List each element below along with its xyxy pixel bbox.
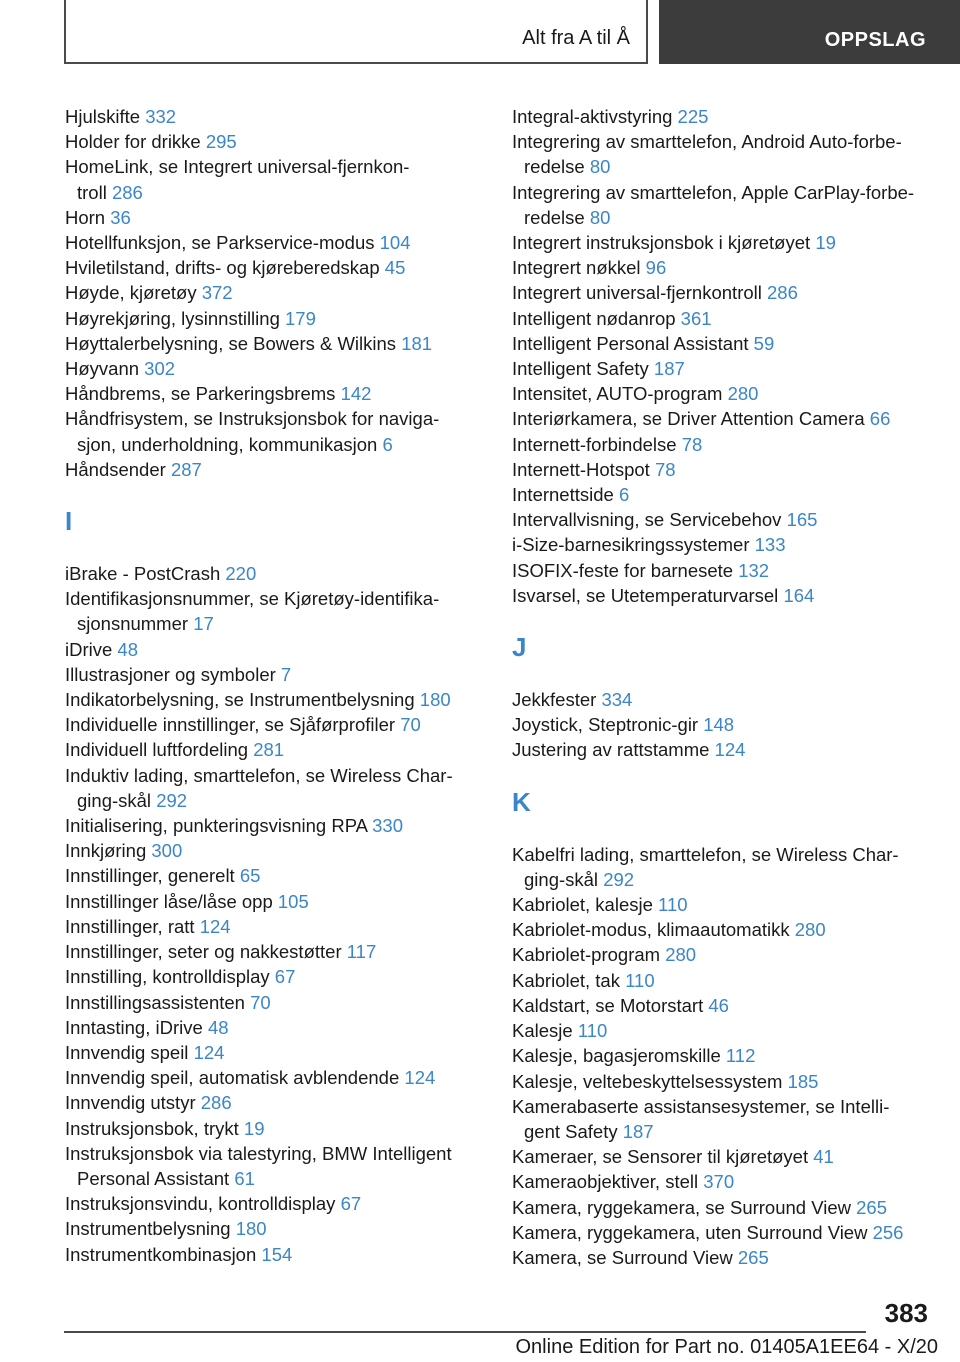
index-term: Intelligent Personal Assistant [512, 332, 754, 354]
index-entry [65, 1141, 475, 1191]
page-reference-link[interactable]: 372 [201, 282, 233, 304]
index-entry [65, 306, 475, 331]
page-reference-link[interactable]: 67 [274, 966, 296, 988]
index-term: Høyrekjøring, lysinnstilling [65, 307, 285, 329]
index-term: Kamerabaserte assistansesystemer, se Intelli- [512, 1095, 890, 1117]
index-entry [512, 1220, 942, 1245]
page-reference-link[interactable]: 48 [117, 638, 138, 660]
page-reference-link[interactable]: 110 [658, 894, 688, 916]
page-reference-link[interactable]: 265 [856, 1196, 888, 1218]
index-entry [512, 1169, 942, 1194]
index-entry [65, 990, 475, 1015]
index-entry [65, 561, 475, 586]
index-term-continuation: Personal Assistant [77, 1167, 235, 1189]
index-entry [65, 813, 475, 838]
index-term: Identifikasjonsnummer, se Kjøretøy-identifika- [65, 588, 440, 610]
index-entry [512, 129, 942, 179]
index-entry [65, 1216, 475, 1241]
page-reference-link[interactable]: 181 [401, 332, 433, 354]
page-reference-link[interactable]: 286 [200, 1092, 232, 1114]
index-entry [512, 993, 942, 1018]
index-entry [65, 1242, 475, 1267]
index-entry [65, 914, 475, 939]
index-term: Instruksjonsvindu, kontrolldisplay [65, 1193, 341, 1215]
index-term: Joystick, Steptronic-gir [512, 714, 704, 736]
page-reference-link[interactable]: 164 [783, 584, 815, 606]
index-entry [65, 129, 475, 154]
index-term: Kamera, ryggekamera, se Surround View [512, 1196, 857, 1218]
index-entry [65, 1065, 475, 1090]
index-term: Intensitet, AUTO-program [512, 383, 728, 405]
index-entry [512, 558, 942, 583]
page-reference-link[interactable]: 302 [144, 358, 176, 380]
page-reference-link[interactable]: 220 [225, 563, 257, 585]
page-reference-link[interactable]: 96 [645, 257, 667, 279]
index-entry [65, 1040, 475, 1065]
page-reference-link[interactable]: 41 [813, 1146, 834, 1168]
page-reference-link[interactable]: 132 [738, 559, 770, 581]
index-term: Induktiv lading, smarttelefon, se Wireless Char- [65, 764, 453, 786]
page-reference-link[interactable]: 148 [703, 714, 735, 736]
index-column-left [65, 104, 475, 1267]
index-entry [65, 1090, 475, 1115]
page-reference-link[interactable]: 370 [703, 1171, 735, 1193]
index-entry [512, 968, 942, 993]
index-entry [65, 637, 475, 662]
page-reference-link[interactable]: 104 [379, 232, 411, 254]
page-reference-link[interactable]: 7 [280, 663, 292, 685]
index-term: Horn [65, 206, 111, 228]
index-term: Illustrasjoner og symboler [65, 663, 281, 685]
index-term: Internett-Hotspot [512, 458, 655, 480]
index-term: i-Size-barnesikringssystemer [512, 534, 755, 556]
page-reference-link[interactable]: 179 [285, 307, 316, 329]
page-reference-link[interactable]: 6 [382, 433, 393, 455]
page-reference-link[interactable]: 124 [404, 1067, 436, 1089]
index-entry [65, 1015, 475, 1040]
index-term: Kalesje, veltebeskyttelsessystem [512, 1070, 788, 1092]
index-entry [512, 331, 942, 356]
page-reference-link[interactable]: 19 [815, 232, 836, 254]
index-entry [512, 280, 942, 305]
index-term: Høyvann [65, 358, 145, 380]
index-entry [512, 432, 942, 457]
page-reference-link[interactable]: 117 [346, 941, 377, 963]
index-entry [65, 255, 475, 280]
index-entry [512, 406, 942, 431]
index-entry [512, 532, 942, 557]
index-entry [65, 889, 475, 914]
index-term: Kameraer, se Sensorer til kjøretøyet [512, 1146, 814, 1168]
index-term-continuation: ging-skål [524, 868, 604, 890]
index-term: Kalesje, bagasjeromskille [512, 1045, 726, 1067]
index-term: Kabriolet-modus, klimaautomatikk [512, 919, 795, 941]
index-entry [512, 737, 942, 762]
index-term: iBrake - PostCrash [65, 563, 226, 585]
index-entry [65, 838, 475, 863]
index-term: Innstillingsassistenten [65, 991, 251, 1013]
index-term-continuation: redelse [524, 206, 590, 228]
index-entry [512, 1069, 942, 1094]
page-reference-link[interactable]: 78 [654, 458, 676, 480]
index-entry [65, 356, 475, 381]
index-term: Internettside [512, 484, 619, 506]
index-entry [65, 586, 475, 636]
index-entry [512, 842, 942, 892]
page-reference-link[interactable]: 46 [708, 994, 729, 1016]
index-term: Hjulskifte [65, 106, 146, 127]
index-term-continuation: sjonsnummer [77, 613, 194, 635]
index-term: Høyttalerbelysning, se Bowers & Wilkins [65, 332, 402, 354]
page-reference-link[interactable]: 187 [622, 1120, 654, 1142]
page-reference-link[interactable]: 165 [786, 509, 818, 531]
page-reference-link[interactable]: 6 [618, 484, 630, 506]
index-entry [512, 482, 942, 507]
index-entry [512, 1043, 942, 1068]
index-term-continuation: sjon, underholdning, kommunikasjon [77, 433, 383, 455]
index-entry [65, 381, 475, 406]
page-reference-link[interactable]: 17 [193, 613, 214, 635]
page-reference-link[interactable]: 185 [787, 1070, 819, 1092]
page-reference-link[interactable]: 105 [277, 890, 309, 912]
index-term: Innstillinger, generelt [65, 865, 240, 887]
index-term: Innvendig speil, automatisk avblendende [65, 1067, 405, 1089]
page-reference-link[interactable]: 287 [170, 458, 202, 480]
index-entry [65, 737, 475, 762]
index-term: Kabriolet, tak [512, 969, 626, 991]
index-letter-heading: K [512, 786, 531, 817]
index-entry [512, 1018, 942, 1043]
index-entry [65, 964, 475, 989]
index-column-right [512, 104, 942, 1270]
index-entry [512, 180, 942, 230]
index-entry [512, 1094, 942, 1144]
index-entry [512, 687, 942, 712]
page-reference-link[interactable]: 292 [156, 789, 188, 811]
index-term: Individuell luftfordeling [65, 739, 254, 761]
index-term: iDrive [65, 638, 118, 660]
page-reference-link[interactable]: 19 [243, 1117, 265, 1139]
page-reference-link[interactable]: 70 [250, 991, 271, 1013]
index-term: Intelligent nødanrop [512, 307, 681, 329]
page-reference-link[interactable]: 67 [340, 1193, 362, 1215]
index-letter-heading: I [65, 506, 73, 537]
index-term: Innvendig utstyr [65, 1092, 201, 1114]
index-term: Kaldstart, se Motorstart [512, 994, 709, 1016]
page-reference-link[interactable]: 70 [400, 714, 421, 736]
index-entry [65, 406, 475, 456]
page-reference-link[interactable]: 286 [767, 282, 798, 304]
index-entry [512, 1144, 942, 1169]
page-reference-link[interactable]: 265 [737, 1246, 769, 1268]
index-entry [512, 507, 942, 532]
index-entry [512, 356, 942, 381]
index-entry [65, 280, 475, 305]
index-term: Integrering av smarttelefon, Apple CarPlay-forbe- [512, 181, 915, 203]
index-term: Interiørkamera, se Driver Attention Camera [512, 408, 870, 430]
index-entry [65, 863, 475, 888]
index-entry [512, 306, 942, 331]
index-term: Kameraobjektiver, stell [512, 1171, 704, 1193]
page-reference-link[interactable]: 256 [872, 1221, 904, 1243]
section-tab [64, 0, 648, 64]
index-term: Innvendig speil [65, 1041, 194, 1063]
index-term: Håndfrisystem, se Instruksjonsbok for naviga- [65, 408, 440, 430]
index-entry [512, 583, 942, 608]
page-reference-link[interactable]: 36 [110, 206, 131, 228]
page-reference-link[interactable]: 187 [653, 358, 685, 380]
index-term: Kamera, se Surround View [512, 1246, 738, 1268]
index-term: Initialisering, punkteringsvisning RPA [65, 815, 373, 837]
index-term: Håndbrems, se Parkeringsbrems [65, 383, 341, 405]
index-letter-heading: J [512, 632, 527, 663]
index-entry [512, 104, 942, 129]
index-term: Instruksjonsbok, trykt [65, 1117, 244, 1139]
index-term: Kabelfri lading, smarttelefon, se Wireless Char- [512, 843, 899, 865]
page-reference-link[interactable]: 110 [625, 969, 655, 991]
index-term: Jekkfester [512, 689, 602, 711]
index-entry [512, 1195, 942, 1220]
index-entry [65, 205, 475, 230]
index-entry [65, 331, 475, 356]
page-reference-link[interactable]: 300 [151, 840, 183, 862]
index-entry [512, 255, 942, 280]
page-reference-link[interactable]: 45 [384, 257, 406, 279]
index-term: Hviletilstand, drifts- og kjøreberedskap [65, 257, 385, 279]
index-entry [512, 917, 942, 942]
index-term: Individuelle innstillinger, se Sjåførprofiler [65, 714, 401, 736]
index-term: Håndsender [65, 458, 171, 480]
index-term: Hotellfunksjon, se Parkservice-modus [65, 232, 380, 254]
index-entry [65, 1116, 475, 1141]
index-entry [512, 1245, 942, 1270]
page-reference-link[interactable]: 133 [754, 534, 786, 556]
index-term: Kalesje [512, 1020, 578, 1042]
chapter-title: OPPSLAG [824, 29, 926, 51]
page-reference-link[interactable]: 280 [727, 383, 759, 405]
page-reference-link[interactable]: 332 [145, 106, 177, 127]
page-reference-link[interactable]: 180 [419, 689, 451, 711]
index-term-continuation: redelse [524, 156, 590, 178]
page-reference-link[interactable]: 48 [207, 1016, 229, 1038]
index-term: ISOFIX-feste for barnesete [512, 559, 739, 581]
page-reference-link[interactable]: 59 [753, 332, 775, 354]
index-term: Innstillinger låse/låse opp [65, 890, 278, 912]
index-term: Integrert universal-fjernkontroll [512, 282, 767, 304]
page-reference-link[interactable]: 286 [111, 181, 143, 203]
page-reference-link[interactable]: 80 [589, 156, 611, 178]
index-term: Justering av rattstamme [512, 739, 715, 761]
page-reference-link[interactable]: 334 [601, 689, 633, 711]
index-term: Instrumentkombinasjon [65, 1243, 262, 1265]
index-term: Integrert instruksjonsbok i kjøretøyet [512, 232, 816, 254]
footer-divider [64, 1331, 866, 1333]
page-reference-link[interactable]: 61 [234, 1167, 255, 1189]
section-title: Alt fra A til Å [522, 27, 630, 49]
page-reference-link[interactable]: 180 [235, 1218, 267, 1240]
page-reference-link[interactable]: 225 [677, 106, 709, 127]
page-reference-link[interactable]: 361 [680, 307, 712, 329]
index-term: Instrumentbelysning [65, 1218, 236, 1240]
index-term: Innstillinger, seter og nakkestøtter [65, 941, 347, 963]
page-reference-link[interactable]: 280 [665, 944, 697, 966]
index-term: Kamera, ryggekamera, uten Surround View [512, 1221, 873, 1243]
page-reference-link[interactable]: 124 [199, 915, 231, 937]
index-term: Internett-forbindelse [512, 433, 682, 455]
index-term: Indikatorbelysning, se Instrumentbelysning [65, 689, 420, 711]
index-entry [512, 381, 942, 406]
index-entry [512, 457, 942, 482]
index-entry [512, 230, 942, 255]
index-term: Intervallvisning, se Servicebehov [512, 509, 787, 531]
page-number: 383 [884, 1298, 928, 1328]
index-entry [65, 763, 475, 813]
index-entry [65, 457, 475, 482]
index-entry [512, 892, 942, 917]
index-term: Inntasting, iDrive [65, 1016, 208, 1038]
page-reference-link[interactable]: 295 [205, 131, 237, 153]
page-reference-link[interactable]: 280 [794, 919, 826, 941]
index-entry [65, 1191, 475, 1216]
index-entry [65, 104, 475, 129]
footer-edition: Online Edition for Part no. 01405A1EE64 - X/20 [515, 1336, 938, 1358]
index-term: Integrering av smarttelefon, Android Auto-forbe- [512, 131, 902, 153]
index-entry [512, 942, 942, 967]
index-term: HomeLink, se Integrert universal-fjernkon- [65, 156, 410, 178]
index-term-continuation: gent Safety [524, 1120, 623, 1142]
index-entry [65, 712, 475, 737]
page-reference-link[interactable]: 292 [603, 868, 635, 890]
index-term: Innkjøring [65, 840, 152, 862]
page-reference-link[interactable]: 112 [725, 1045, 756, 1067]
page-reference-link[interactable]: 66 [869, 408, 891, 430]
index-term: Kabriolet-program [512, 944, 666, 966]
index-term: Holder for drikke [65, 131, 206, 153]
index-term: Integrert nøkkel [512, 257, 646, 279]
page-reference-link[interactable]: 124 [714, 739, 746, 761]
index-term: Integral-aktivstyring [512, 106, 678, 127]
index-term-continuation: troll [77, 181, 112, 203]
chapter-tab [659, 0, 960, 64]
page-reference-link[interactable]: 80 [589, 206, 611, 228]
index-entry [512, 712, 942, 737]
index-term: Isvarsel, se Utetemperaturvarsel [512, 584, 784, 606]
page-reference-link[interactable]: 330 [372, 815, 403, 837]
index-entry [65, 687, 475, 712]
page-reference-link[interactable]: 65 [239, 865, 261, 887]
page-header [0, 0, 960, 66]
index-entry [65, 154, 475, 204]
index-term: Innstilling, kontrolldisplay [65, 966, 275, 988]
page-reference-link[interactable]: 110 [577, 1020, 608, 1042]
index-term: Instruksjonsbok via talestyring, BMW Intelligent [65, 1142, 452, 1164]
index-entry [65, 662, 475, 687]
index-term: Intelligent Safety [512, 358, 654, 380]
page-reference-link[interactable]: 281 [253, 739, 285, 761]
index-term-continuation: ging-skål [77, 789, 157, 811]
index-entry [65, 230, 475, 255]
page-reference-link[interactable]: 142 [340, 383, 372, 405]
index-term: Kabriolet, kalesje [512, 894, 659, 916]
page-reference-link[interactable]: 124 [193, 1041, 225, 1063]
index-term: Innstillinger, ratt [65, 915, 200, 937]
index-term: Høyde, kjøretøy [65, 282, 202, 304]
page-reference-link[interactable]: 78 [681, 433, 703, 455]
page-reference-link[interactable]: 154 [261, 1243, 293, 1265]
index-entry [65, 939, 475, 964]
